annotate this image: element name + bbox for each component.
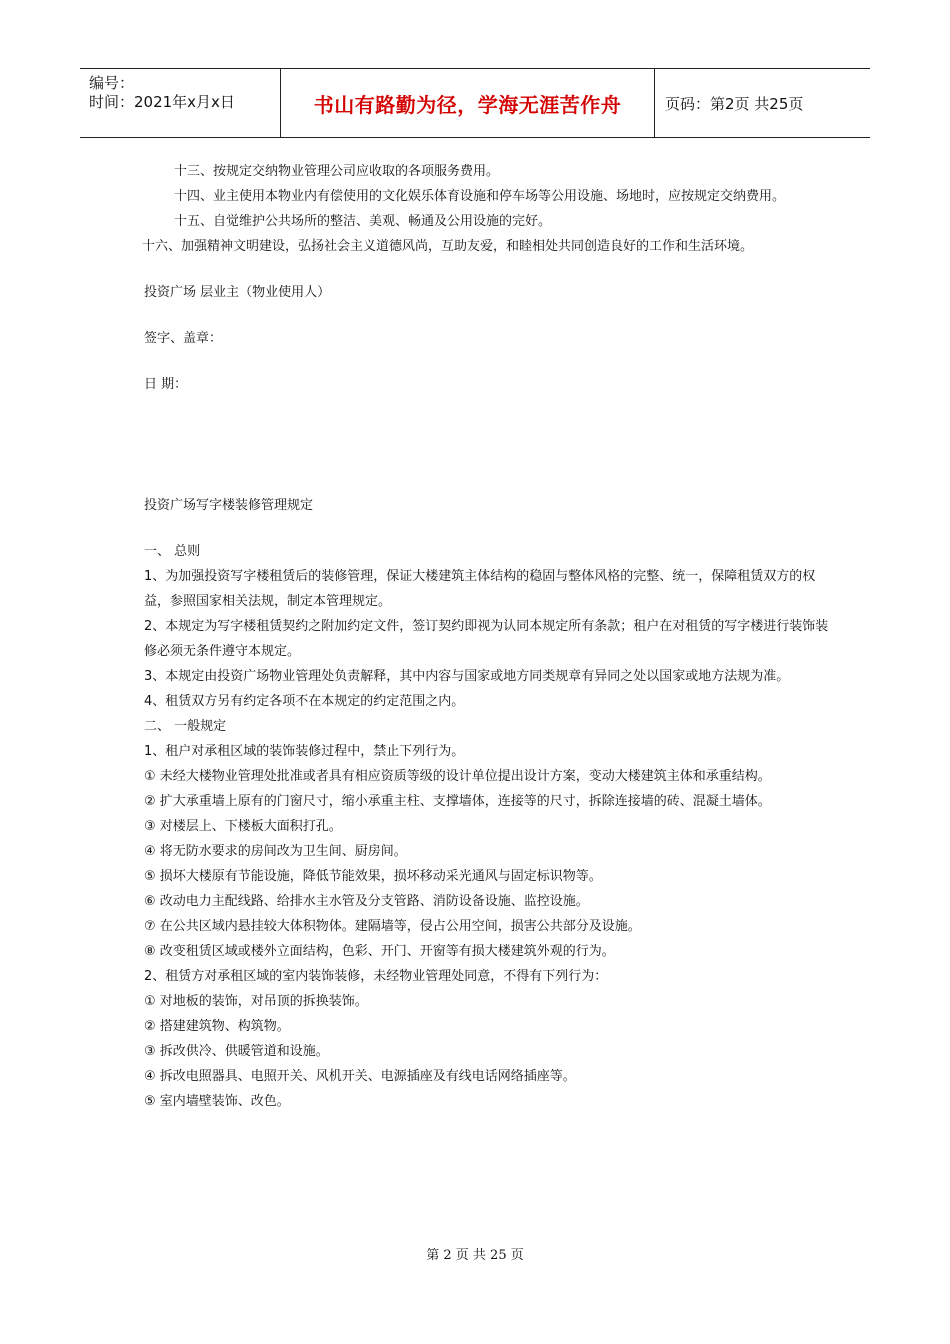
- header-page-label: 页码：第2页 共25页: [665, 94, 804, 113]
- header-page-cell: [655, 69, 870, 137]
- restricted-item: ③ 拆改供冷、供暖管道和设施。: [144, 1044, 329, 1059]
- header-motto-cell: [281, 69, 655, 137]
- document-body: [144, 159, 834, 1114]
- general-heading: 一、 总则: [144, 544, 201, 559]
- prohibited-item: ④ 将无防水要求的房间改为卫生间、厨房间。: [144, 844, 407, 859]
- rule-16: 十六、加强精神文明建设，弘扬社会主义道德风尚，互助友爱，和睦相处共同创造良好的工作和生活环境。: [142, 239, 754, 254]
- prohibited-item: ① 未经大楼物业管理处批准或者具有相应资质等级的设计单位提出设计方案，变动大楼建筑主体和承重结构。: [144, 769, 771, 784]
- ordinary-heading: 二、 一般规定: [144, 719, 227, 734]
- ordinary-item-2: 2、租赁方对承租区域的室内装饰装修，未经物业管理处同意，不得有下列行为：: [144, 969, 608, 984]
- date-line: 日 期：: [144, 377, 188, 392]
- restricted-item: ② 搭建建筑物、构筑物。: [144, 1019, 290, 1034]
- header-meta: [80, 69, 281, 137]
- restricted-item: ⑤ 室内墙壁装饰、改色。: [144, 1094, 290, 1109]
- general-item: 4、租赁双方另有约定各项不在本规定的约定范围之内。: [144, 694, 465, 709]
- general-item: 1、为加强投资写字楼租赁后的装修管理，保证大楼建筑主体结构的稳固与整体风格的完整、统一，保障租赁双方的权益，参照国家相关法规，制定本管理规定。: [144, 569, 816, 609]
- prohibited-item: ⑦ 在公共区域内悬挂较大体积物体。建隔墙等，侵占公用空间，损害公共部分及设施。: [144, 919, 641, 934]
- page-footer: 第 2 页 共 25 页: [426, 1248, 524, 1263]
- section-title: 投资广场写字楼装修管理规定: [144, 498, 314, 513]
- time-label: 时间：2021年x月x日: [89, 93, 235, 111]
- general-item: 3、本规定由投资广场物业管理处负责解释，其中内容与国家或地方同类规章有异同之处以国家或地方法规为准。: [144, 669, 790, 684]
- owner-line: 投资广场 层业主（物业使用人）: [144, 285, 331, 300]
- rule-13: 十三、按规定交纳物业管理公司应收取的各项服务费用。: [174, 164, 500, 179]
- restricted-item: ① 对地板的装饰，对吊顶的拆换装饰。: [144, 994, 368, 1009]
- prohibited-item: ⑧ 改变租赁区域或楼外立面结构，色彩、开门、开窗等有损大楼建筑外观的行为。: [144, 944, 615, 959]
- sign-line: 签字、盖章：: [144, 331, 223, 346]
- prohibited-item: ② 扩大承重墙上原有的门窗尺寸，缩小承重主柱、支撑墙体，连接等的尺寸，拆除连接墙的砖、混凝土墙体。: [144, 794, 771, 809]
- rule-15: 十五、自觉维护公共场所的整洁、美观、畅通及公用设施的完好。: [174, 214, 552, 229]
- general-item: 2、本规定为写字楼租赁契约之附加约定文件，签订契约即视为认同本规定所有条款；租户在对租赁的写字楼进行装饰装修必须无条件遵守本规定。: [144, 619, 829, 659]
- doc-number-label: 编号：: [89, 74, 135, 92]
- header-motto: 书山有路勤为径，学海无涯苦作舟: [313, 92, 622, 117]
- restricted-item: ④ 拆改电照器具、电照开关、风机开关、电源插座及有线电话网络插座等。: [144, 1069, 576, 1084]
- ordinary-item-1: 1、租户对承租区域的装饰装修过程中，禁止下列行为。: [144, 744, 465, 759]
- prohibited-item: ③ 对楼层上、下楼板大面积打孔。: [144, 819, 342, 834]
- prohibited-item: ⑤ 损坏大楼原有节能设施，降低节能效果，损坏移动采光通风与固定标识物等。: [144, 869, 602, 884]
- prohibited-item: ⑥ 改动电力主配线路、给排水主水管及分支管路、消防设备设施、监控设施。: [144, 894, 589, 909]
- page-header: [80, 68, 870, 138]
- rule-14: 十四、业主使用本物业内有偿使用的文化娱乐体育设施和停车场等公用设施、场地时，应按规定交纳费用。: [174, 189, 786, 204]
